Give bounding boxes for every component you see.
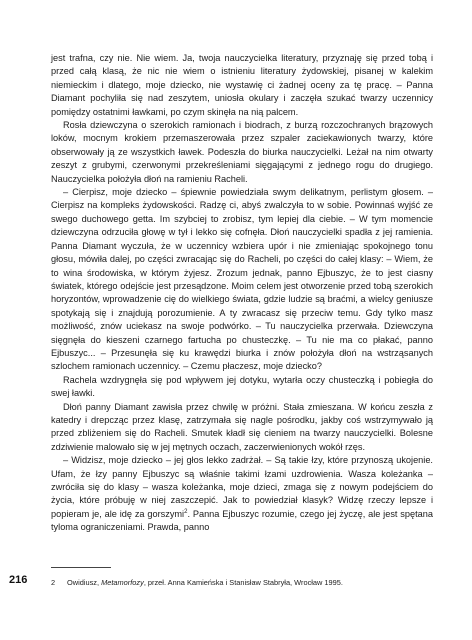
paragraph: Rachela wzdrygnęła się pod wpływem jej dotyku, wytarła oczy chusteczką i pobiegła do swej ławki. [51,374,433,399]
main-text [51,52,433,535]
paragraph-text: . Panna Ejbuszyc [187,508,259,519]
paragraph: Rosła dziewczyna o szerokich ramionach i biodrach, z burzą rozczochranych brązowych loków, mocnym krokiem przemaszerowała przez szpaler zaciekawionych twarzy, które obserwowały ją ze wszystkich ławek. Podeszła do biurka nauczycielki. Leżał na nim otwarty zeszyt z grubymi, czerwonymi przekreśleniami sięgającymi z jednego rogu do drugiego. Nauczycielka położyła dłoń na ramieniu Racheli. [51,120,433,184]
paragraph: – Cierpisz, moje dziecko – śpiewnie powiedziała swym delikatnym, perlistym głosem. – Cierpisz na kompleks żydowskości. Radzę ci, abyś zwalczyła to w sobie. Powinnaś wyjść ze swego duchowego getta. Im szybciej to zrobisz, tym lepiej dla ciebie. – W tym momencie dziewczyna odrzuciła głowę w tył i lekko się cofnęła. Dłoń nauczycielki spadła z jej ramienia. Panna Diamant wyczuła, że w uczennicy wzbiera upór i nie zmieniając spokojnego tonu głosu, mówiła dalej, po części zwracając się do Racheli, po części do całej klasy: – Wiem, że to wina środowiska, w którym żyjesz. Zrozum jednak, panno Ejbuszyc, że to jest ciasny światek, którego odejście jest przesądzone. Moim celem jest otworzenie przed tobą szerokich horyzontów, wprowadzenie cię do wielkiego świata, gdzie ludzie są braćmi, a wielcy geniusze spotykają się i znajdują porozumienie. A ty zwracasz się przeciw temu. Gdy tylko masz możliwość, znów uciekasz na swoje podwórko. – Tu nauczycielka przerwała. Dziewczyna sięgnęła do kieszeni czarnego fartucha po chusteczkę. – Tu nie ma co płakać, panno Ejbuszyc... – Przesunęła się ku krawędzi biurka i znów położyła dłoń na wstrząsanych szlochem ramionach uczennicy. – Czemu płaczesz, moje dziecko? [51,187,433,372]
paragraph: jest trafna, czy nie. Nie wiem. Ja, twoja nauczycielka literatury, przyznaję się przed tobą i przed całą klasą, że nic nie wiem o istnieniu literatury żydowskiej, pisanej w kalekim niemieckim i dlatego, moje dziecko, nie wystawię ci żadnej oceny za tę pracę. – Panna Diamant pochyliła się nad zeszytem, uniosła okulary i zaczęła szukać twarzy uczennicy pomiędzy ostatnimi ławkami, po czym skinęła na nią palcem. [51,53,433,117]
footnote [51,578,433,588]
paragraph [51,454,433,534]
footnote-title: Metamorfozy [101,578,144,587]
footnote-number: 2 [51,578,56,587]
page-number: 216 [9,574,28,586]
paragraph-text: rozumie, czego jej życzę, ale jest spętana tyloma ograniczeniami. Prawda, panno [51,508,433,533]
footnote-text: , przeł. Anna Kamieńska i Stanisław Stabryła, Wrocław 1995. [143,578,343,587]
paragraph: Dłoń panny Diamant zawisła przez chwilę w próżni. Stała zmieszana. W końcu zeszła z katedry i drepcząc przez klasę, zatrzymała się nagle pośrodku, jakby coś wstrzymywało ją przed zbliżeniem się do Racheli. Smutek kładł się cieniem na twarzy nauczycielki. Bolesne zdziwienie malowało się w jej mętnych oczach, zaczerwienionych wokół rzęs. [51,401,433,452]
footnote-author: Owidiusz, [67,578,102,587]
paragraph-text: – Widzisz, moje dziecko – jej głos lekko zadrżał. – Są takie łzy, które przynoszą ukojenie. Ufam, że łzy panny Ejbuszyc są właśnie takimi łzami uzdrowienia. Wasza koleżanka – zwróciła się do klasy – wasza koleżanka, moje dzieci, zmaga się z nowym podejściem do życia, które próbuję w niej zaszczepić. Jak to powiedział klasyk? Widzę rzeczy lepsze i popieram je, ale idę za gorszymi [51,455,433,519]
footnote-reference[interactable]: 2 [184,508,188,515]
footnote-divider [51,567,111,568]
